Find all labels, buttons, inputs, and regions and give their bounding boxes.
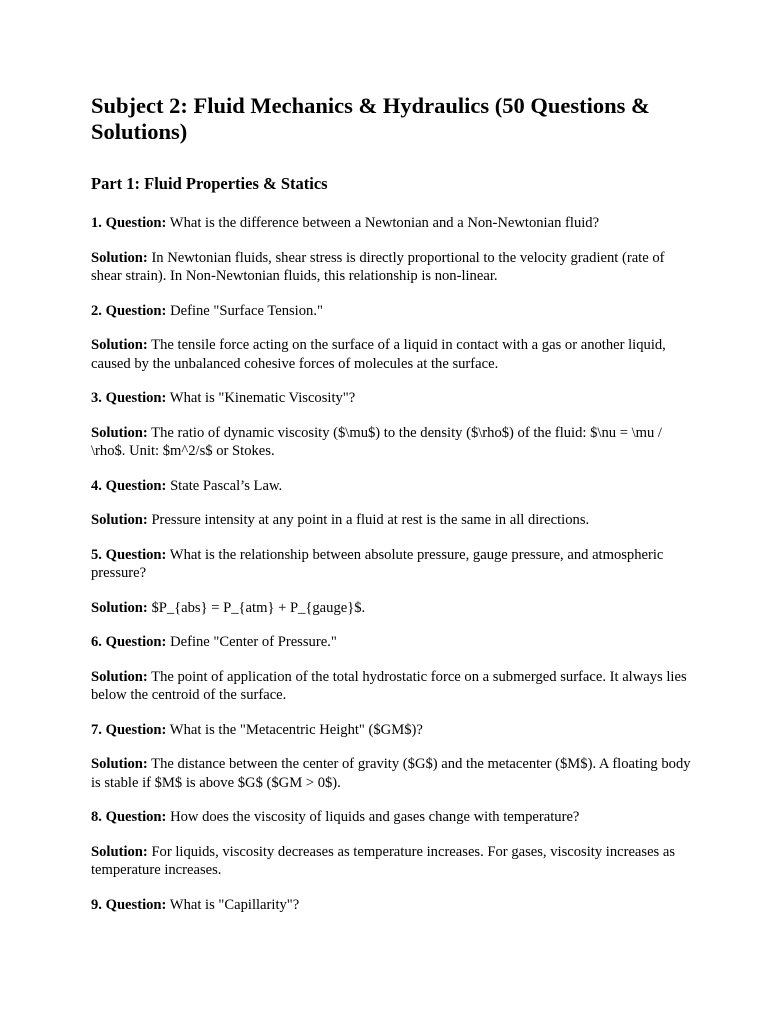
- question-text: What is the relationship between absolute pressure, gauge pressure, and atmospheric pressure?: [91, 546, 664, 581]
- solution-paragraph: [91, 336, 691, 373]
- question-paragraph: [91, 214, 691, 233]
- question-text: How does the viscosity of liquids and gases change with temperature?: [170, 809, 580, 825]
- question-label: 2. Question:: [91, 302, 167, 319]
- question-paragraph: [91, 896, 691, 915]
- solution-paragraph: [91, 755, 691, 792]
- question-paragraph: [91, 721, 691, 740]
- document-title: Subject 2: Fluid Mechanics & Hydraulics (50 Questions & Solutions): [91, 93, 650, 144]
- question-text: Define "Surface Tension.": [170, 302, 323, 319]
- solution-text: In Newtonian fluids, shear stress is directly proportional to the velocity gradient (rate of shear strain). In Non-Newtonian fluids, this relationship is non-linear.: [91, 249, 665, 284]
- question-label: 3. Question:: [91, 390, 167, 406]
- solution-label: Solution:: [91, 599, 148, 616]
- question-label: 5. Question:: [91, 546, 167, 563]
- question-label: 9. Question:: [91, 896, 167, 913]
- solution-label: Solution:: [91, 512, 148, 528]
- question-label: 4. Question:: [91, 477, 167, 494]
- solution-label: Solution:: [91, 668, 148, 685]
- question-text: What is "Kinematic Viscosity"?: [169, 390, 356, 406]
- solution-paragraph: [91, 668, 691, 705]
- question-label: 1. Question:: [91, 215, 167, 231]
- question-label: 7. Question:: [91, 721, 167, 738]
- solution-text: The tensile force acting on the surface of a liquid in contact with a gas or another liquid, caused by the unbalanced cohesive forces of molecules at the surface.: [91, 337, 666, 372]
- question-paragraph: [91, 633, 691, 652]
- question-list: [91, 214, 691, 914]
- solution-paragraph: [91, 843, 691, 880]
- question-text: What is the difference between a Newtonian and a Non-Newtonian fluid?: [169, 215, 600, 231]
- solution-paragraph: [91, 511, 691, 530]
- question-text: State Pascal’s Law.: [170, 477, 283, 494]
- question-text: Define "Center of Pressure.": [170, 634, 337, 650]
- part-heading: Part 1: Fluid Properties & Statics: [91, 174, 328, 193]
- solution-text: $P_{abs} = P_{atm} + P_{gauge}$.: [151, 599, 366, 616]
- solution-paragraph: [91, 424, 691, 461]
- solution-text: Pressure intensity at any point in a fluid at rest is the same in all directions.: [151, 512, 590, 528]
- solution-text: The point of application of the total hydrostatic force on a submerged surface. It always lies below the centroid of the surface.: [91, 668, 687, 703]
- question-paragraph: [91, 477, 691, 496]
- question-label: 6. Question:: [91, 634, 167, 650]
- solution-paragraph: [91, 249, 691, 286]
- solution-paragraph: [91, 599, 691, 618]
- question-paragraph: [91, 302, 691, 321]
- solution-text: For liquids, viscosity decreases as temperature increases. For gases, viscosity increases as temperature increases.: [91, 843, 676, 878]
- question-text: What is the "Metacentric Height" ($GM$)?: [169, 721, 423, 738]
- solution-label: Solution:: [91, 756, 148, 772]
- question-text: What is "Capillarity"?: [169, 896, 300, 913]
- document-page: [91, 93, 691, 930]
- solution-label: Solution:: [91, 337, 148, 353]
- question-paragraph: [91, 389, 691, 408]
- question-paragraph: [91, 546, 691, 583]
- solution-text: The distance between the center of gravity ($G$) and the metacenter ($M$). A floating body is stable if $M$ is above $G$ ($GM > 0$).: [91, 756, 691, 791]
- solution-text: The ratio of dynamic viscosity ($\mu$) to the density ($\rho$) of the fluid: $\nu = \mu / \rho$. Unit: $m^2/s$ or Stokes.: [91, 424, 662, 459]
- solution-label: Solution:: [91, 843, 148, 860]
- solution-label: Solution:: [91, 424, 148, 441]
- solution-label: Solution:: [91, 249, 148, 266]
- question-paragraph: [91, 808, 691, 827]
- question-label: 8. Question:: [91, 809, 167, 825]
